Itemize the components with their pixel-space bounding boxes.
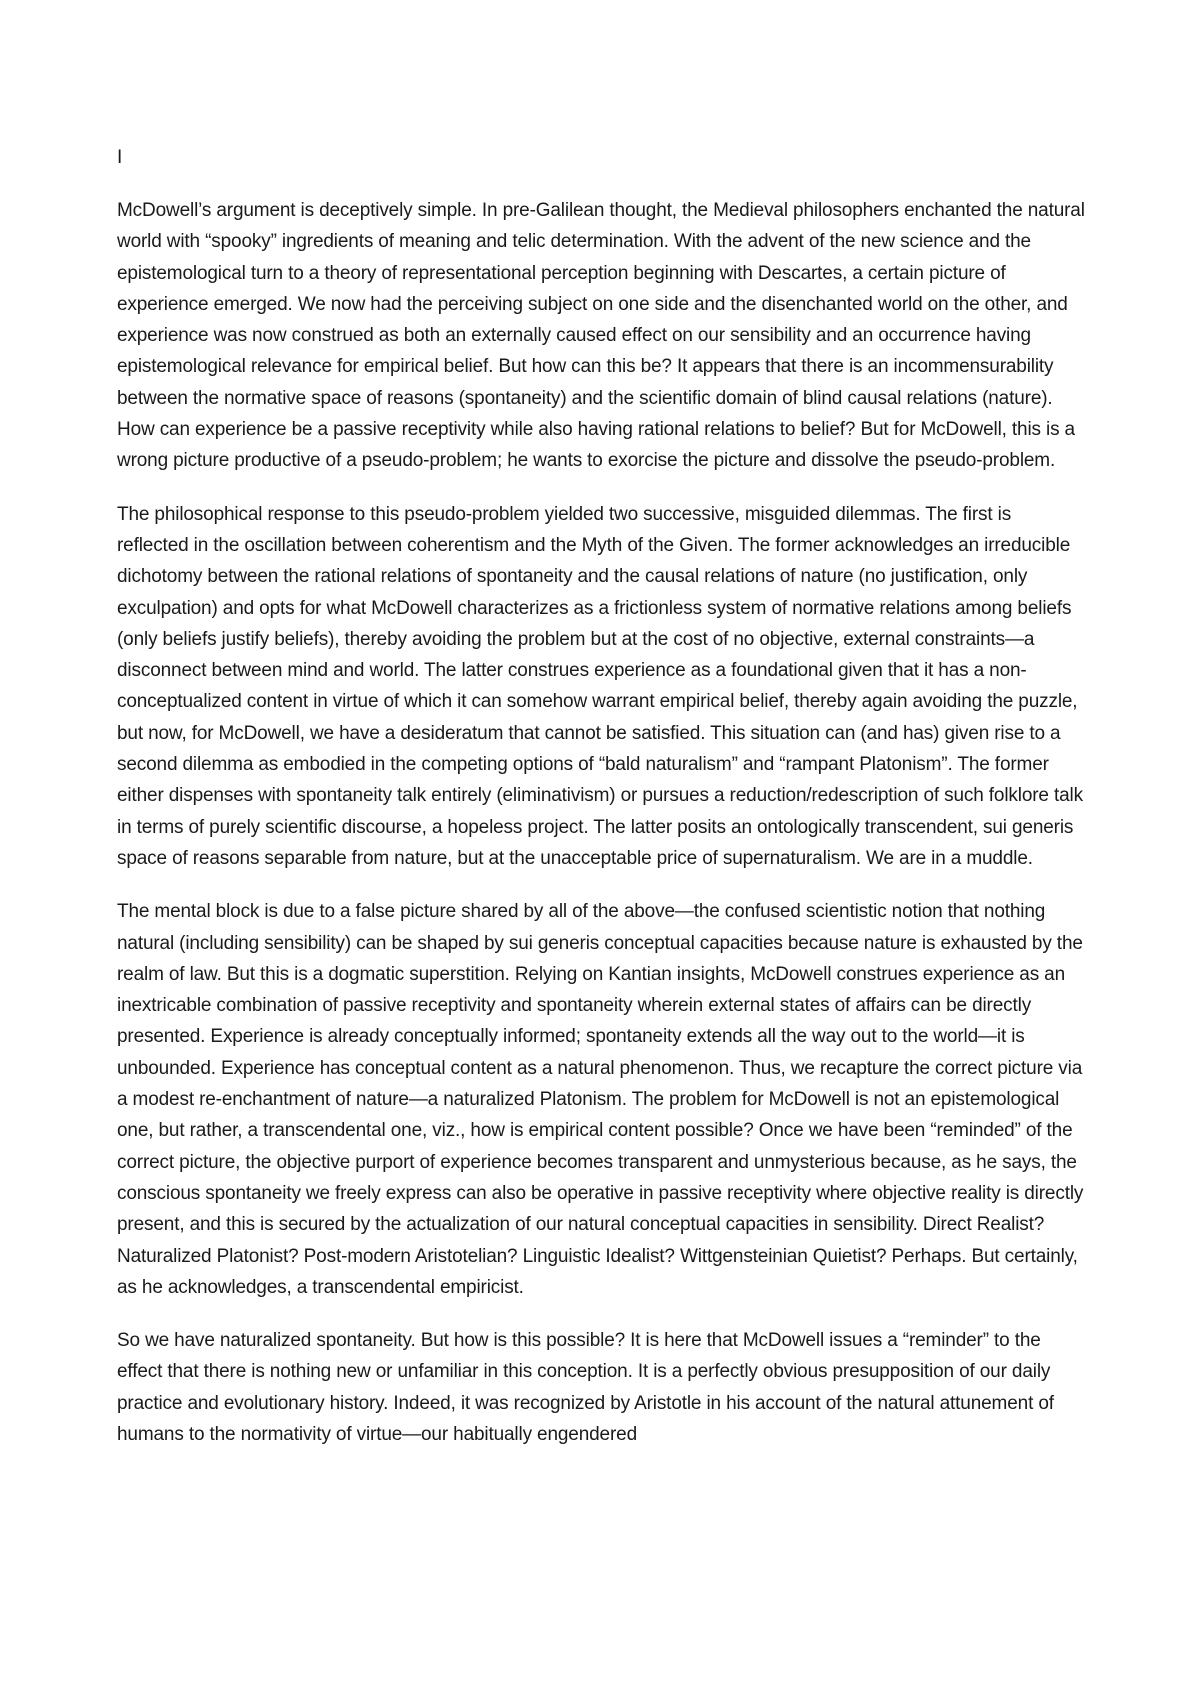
document-body: [117, 142, 1085, 1472]
paragraph-4: So we have naturalized spontaneity. But how is this possible? It is here that McDowell issues a “reminder” to the effect that there is nothing new or unfamiliar in this conception. It is a perfectly obvious presupposition of our daily practice and evolutionary history. Indeed, it was recognized by Aristotle in his account of the natural attunement of humans to the normativity of virtue—our habitually engendered: [117, 1330, 1054, 1445]
paragraph-2: The philosophical response to this pseudo-problem yielded two successive, misguided dilemmas. The first is reflected in the oscillation between coherentism and the Myth of the Given. The former acknowledges an irreducible dichotomy between the rational relations of spontaneity and the causal relations of nature (no justification, only exculpation) and opts for what McDowell characterizes as a frictionless system of normative relations among beliefs (only beliefs justify beliefs), thereby avoiding the problem but at the cost of no objective, external constraints—a disconnect between mind and world. The latter construes experience as a foundational given that it has a non-conceptualized content in virtue of which it can somehow warrant empirical belief, thereby again avoiding the puzzle, but now, for McDowell, we have a desideratum that cannot be satisfied. This situation can (and has) given rise to a second dilemma as embodied in the competing options of “bald naturalism” and “rampant Platonism”. The former either dispenses with spontaneity talk entirely (eliminativism) or pursues a reduction/redescription of such folklore talk in terms of purely scientific discourse, a hopeless project. The latter posits an ontologically transcendent, sui generis space of reasons separable from nature, but at the unacceptable price of supernaturalism. We are in a muddle.: [117, 503, 1083, 869]
paragraph-1: McDowell’s argument is deceptively simple. In pre-Galilean thought, the Medieval philosophers enchanted the natural world with “spooky” ingredients of meaning and telic determination. With the advent of the new science and the epistemological turn to a theory of representational perception beginning with Descartes, a certain picture of experience emerged. We now had the perceiving subject on one side and the disenchanted world on the other, and experience was now construed as both an externally caused effect on our sensibility and an occurrence having epistemological relevance for empirical belief. But how can this be? It appears that there is an incommensurability between the normative space of reasons (spontaneity) and the scientific domain of blind causal relations (nature). How can experience be a passive receptivity while also having rational relations to belief? But for McDowell, this is a wrong picture productive of a pseudo-problem; he wants to exorcise the picture and dissolve the pseudo-problem.: [117, 200, 1085, 472]
section-number: I: [117, 147, 123, 168]
paragraph-3: The mental block is due to a false picture shared by all of the above—the confused scientistic notion that nothing natural (including sensibility) can be shaped by sui generis conceptual capacities because nature is exhausted by the realm of law. But this is a dogmatic superstition. Relying on Kantian insights, McDowell construes experience as an inextricable combination of passive receptivity and spontaneity wherein external states of affairs can be directly presented. Experience is already conceptually informed; spontaneity extends all the way out to the world—it is unbounded. Experience has conceptual content as a natural phenomenon. Thus, we recapture the correct picture via a modest re-enchantment of nature—a naturalized Platonism. The problem for McDowell is not an epistemological one, but rather, a transcendental one, viz., how is empirical content possible? Once we have been “reminded” of the correct picture, the objective purport of experience becomes transparent and unmysterious because, as he says, the conscious spontaneity we freely express can also be operative in passive receptivity where objective reality is directly present, and this is secured by the actualization of our natural conceptual capacities in sensibility. Direct Realist? Naturalized Platonist? Post-modern Aristotelian? Linguistic Idealist? Wittgensteinian Quietist? Perhaps. But certainly, as he acknowledges, a transcendental empiricist.: [117, 901, 1084, 1298]
